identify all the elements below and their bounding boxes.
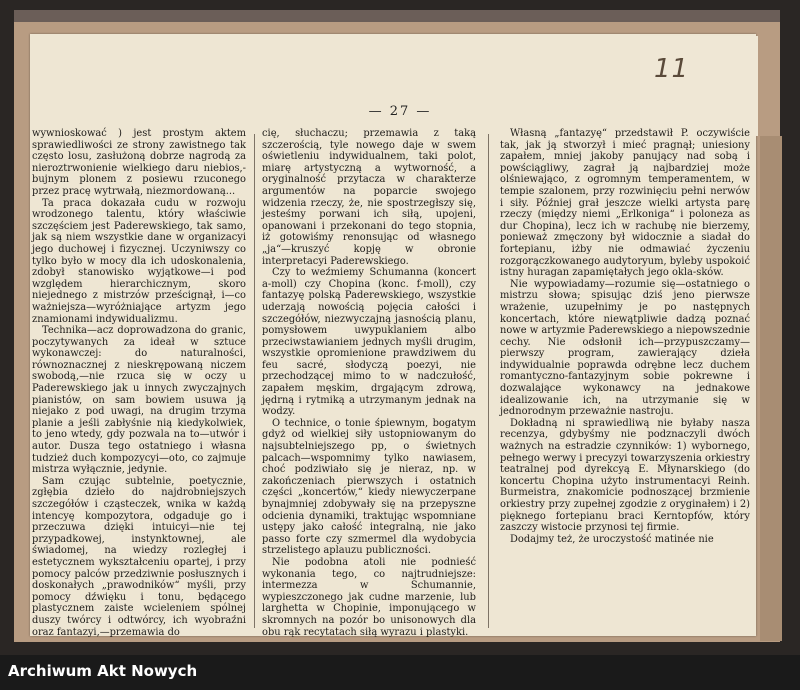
column-divider [254, 134, 255, 628]
clipping-corner [640, 36, 758, 136]
handwritten-page-number: 11 [654, 54, 690, 84]
paragraph: Nie podobna atoli nie podnieść wykonania tego, co najtrudniejsze: intermezza w Schumannie, wypieszczonego jak cudne marzenie, lub larghetta w Chopinie, imponującego w skromnych na pozór bo unisonowych dla obu rąk recytatach siłą wyrazu i plastyki. [262, 556, 476, 638]
column-divider [488, 134, 489, 628]
archive-name: Archiwum Akt Nowych [8, 662, 198, 680]
paragraph: Technika—acz doprowadzona do granic, poczytywanych za ideał w sztuce wykonawczej: do naturalności, równoznacznej z nieskrępowaną niczem swobodą,—nie rzuca się w oczy u Paderewskiego jak u innych zwyczajnych pianistów, on sam bowiem usuwa ją niejako z pod uwagi, na drugim trzyma planie a jeśli zabłyśnie nią kiedykolwiek, to jeno wtedy, gdy pozwala na to—utwór i autor. Dusza tego ostatniego i własna tudzież duch kompozycyi—oto, co zajmuje mistrza wyłącznie, jedynie. [32, 325, 246, 476]
paragraph: cię, słuchaczu; przemawia z taką szczerością, tyle nowego daje w swem oświetleniu indywidualnem, taki polot, miarę artystyczną a wytworność, a oryginalność przytacza w charakterze argumentów na poparcie swojego widzenia rzeczy, że, nie spostrzegłszy się, jesteśmy porwani ich siłą, upojeni, opanowani i przekonani do tego stopnia, iż gotowiśmy renonsując od własnego „ja“—kruszyć kopję w obronie interpretacyi Paderewskiego. [262, 128, 476, 267]
paragraph: Dodajmy też, że uroczystość matinée nie [510, 533, 714, 545]
text-column-1 [32, 128, 246, 638]
footer-bar [0, 655, 800, 690]
cardboard-edge [760, 136, 782, 641]
paragraph: Sam czując subtelnie, poetycznie, zgłębia dzieło do najdrobniejszych szczegółów i cząsteczek, wnika w każdą intencyę kompozytora, odgaduje go i przeczuwa dzięki intuicyi—nie tej przypadkowej, instynktownej, ale świadomej, na wiedzy rozległej i estetycznem wykształceniu opartej, i przy pomocy palców przedziwnie posłusznych i doskonałych „prawodników“ myśli, przy pomocy dźwięku i tonu, będącego plastycznem zaiste wcieleniem spólnej duszy twórcy i odtwórcy, ich wyobraźni oraz fantazyi,—przemawia do [32, 475, 246, 638]
text-column-2 [262, 128, 476, 638]
paragraph: Ta praca dokazała cudu w rozwoju wrodzonego talentu, który właściwie szczęściem jest Paderewskiego, tak samo, jak są niem wszystkie dane w organizacyi jego duchowej i fizycznej. Uczyniwszy co tylko było w mocy dla ich udoskonalenia, zdobył stanowisko wyjątkowe—i pod względem hierarchicznym, skoro niejednego z mistrzów prześcignął, i—co ważniejsza—wyróżniające artyzm jego znamionami indywidualizmu. [32, 197, 246, 325]
paragraph: Czy to weźmiemy Schumanna (koncert a-moll) czy Chopina (konc. f-moll), czy fantazyę polską Paderewskiego, wszystkie uderzają nowością pojęcia całości i szczegółów, niezwyczajną jasnością planu, pomysłowem uwypuklaniem albo przeciwstawianiem jednych myśli drugim, wszystkie opromienione prawdziwem du feu sacré, słodyczą poezyi, nie przechodzącej mimo to w nadczułość, zapałem męskim, drgającym zdrową, jędrną i rytmiką a utrzymanym jednak na wodzy. [262, 267, 476, 418]
printed-page-number: — 27 — [368, 104, 432, 119]
text-column-3 [500, 128, 750, 545]
paragraph: Nie wypowiadamy—rozumie się—ostatniego o mistrzu słowa; spisując dziś jeno pierwsze wrażenie, uzupełnimy je po następnych koncertach, które niewątpliwie dadzą poznać nowe w artyzmie Paderewskiego a niepowszednie cechy. Nie odsłonił ich—przypuszczamy—pierwszy program, zawierający dzieła indywidualnie poprawda odrębne lecz duchem romantyczno-fantazyjnym sobie pokrewne i dozwalające wykonawcy na jednakowe idealizowanie ich, na utrzymanie się w jednorodnym przeważnie nastroju. [500, 278, 750, 418]
paragraph: O technice, o tonie śpiewnym, bogatym gdyż od wielkiej siły ustopniowanym do najsubtelniejszego pp, o świetnych palcach—wspomnimy tylko nawiasem, choć podziwiało się je nieraz, np. w zakończeniach pierwszych i ostatnich części „koncertów,“ kiedy niewyczerpane bynajmniej zdobywały się na przepyszne odcienia dynamiki, traktując wspomniane ustępy jako całość integralną, nie jako passo forte czy szmermel dla wydobycia strzelistego aplauzu publiczności. [262, 417, 476, 557]
paragraph: Dokładną ni sprawiedliwą nie byłaby nasza recenzya, gdybyśmy nie podznaczyli dwóch ważnych na estradzie czynników: 1) wybornego, pełnego werwy i precyzyi towarzyszenia orkiestry teatralnej pod dyrekcyą E. Młynarskiego (do koncertu Chopina użyto instrumentacyi Reinh. Burmeistra, znakomicie podnoszącej brzmienie orkiestry przy zupełnej zgodzie z oryginałem) i 2) pięknego fortepianu braci Kerntopfów, który zaszczy wistocie przynosi tej firmie. [500, 417, 750, 534]
paragraph: wywnioskować ) jest prostym aktem sprawiedliwości ze strony zawistnego tak często losu, zasłużoną dobrze nagrodą za nieroztrwonienie wielkiego daru niebios,- bujnym plonem z posiewu rzuconego przez pracę wytrwałą, niezmordowaną... [32, 128, 246, 197]
paragraph: Własną „fantazyę“ przedstawił P. oczywiście tak, jak ją stworzył i mieć pragnął; uniesiony zapałem, mniej jakoby panujący nad sobą i powściągliwy, zagrał ją najbardziej może olśniewająco, z ogromnym temperamentem, w tempie szalonem, przy rozwinięciu pełni nerwów i siły. Później grał jeszcze wielki artysta parę rzeczy (między niemi „Erlkoniga“ i poloneza as dur Chopina), lecz ich w rachubę nie bierzemy, ponieważ zmęczony był widocznie a siadał do fortepianu, iżby nie odmawiać życzeniu rozgorączkowanego audytoryum, byleby uspokoić istny huragan zapamiętałych jego okla-sków. [500, 128, 750, 279]
